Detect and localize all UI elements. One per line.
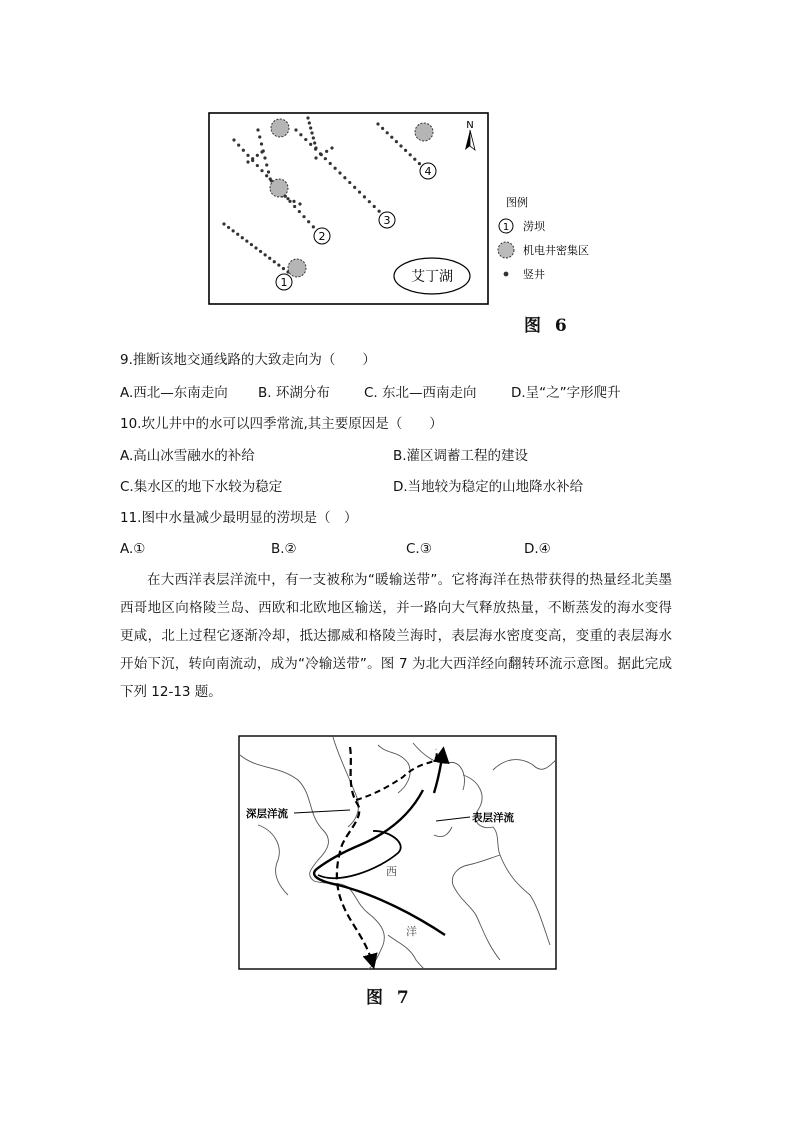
- well-dot: [298, 202, 301, 205]
- well-dot: [324, 157, 327, 160]
- q9-option-c[interactable]: C. 东北—西南走向: [364, 385, 477, 401]
- well-dot: [320, 153, 323, 156]
- ocean-name-char-2: 洋: [406, 925, 417, 938]
- legend-dam-label: 涝坝: [523, 220, 545, 233]
- well-dot: [358, 191, 361, 194]
- well-dot: [268, 257, 271, 260]
- well-dot: [237, 144, 240, 147]
- q9-option-d[interactable]: D.呈“之”字形爬升: [511, 385, 621, 401]
- q10-option-c[interactable]: C.集水区的地下水较为稳定: [120, 479, 283, 495]
- well-dot: [404, 149, 407, 152]
- q10-stem: 10.坎儿井中的水可以四季常流,其主要原因是（ ）: [120, 416, 443, 432]
- well-dot: [262, 149, 265, 152]
- q11-option-a[interactable]: A.①: [120, 541, 146, 557]
- well-dot: [386, 131, 389, 134]
- well-dot: [263, 156, 266, 159]
- well-dot: [395, 140, 398, 143]
- well-dot: [265, 163, 268, 166]
- well-dot: [348, 181, 351, 184]
- well-dot: [307, 220, 310, 223]
- well-cluster-icon: [288, 259, 306, 277]
- well-dot: [330, 146, 333, 149]
- q10-option-b[interactable]: B.灌区调蓄工程的建设: [393, 448, 529, 464]
- well-dot: [288, 200, 291, 203]
- well-dot: [413, 158, 416, 161]
- well-dot: [222, 222, 225, 225]
- q9-option-a[interactable]: A.西北—东南走向: [120, 385, 228, 401]
- well-dot: [325, 150, 328, 153]
- well-dot: [282, 267, 285, 270]
- deep-current-label: 深层洋流: [246, 808, 288, 820]
- well-dot: [329, 162, 332, 165]
- q11-option-b[interactable]: B.②: [271, 541, 297, 557]
- well-dot: [259, 250, 262, 253]
- well-dot: [264, 253, 267, 256]
- well-dot: [399, 144, 402, 147]
- well-dot: [265, 174, 268, 177]
- dam-number-3: 3: [383, 214, 391, 227]
- legend-shaft-label: 竖井: [523, 268, 545, 281]
- well-dot: [250, 243, 253, 246]
- well-dot: [309, 126, 312, 129]
- figure-6-caption: 图 6: [524, 316, 571, 336]
- well-dot: [353, 186, 356, 189]
- well-dot: [334, 167, 337, 170]
- well-dot: [376, 122, 379, 125]
- well-dot: [256, 164, 259, 167]
- legend-title: 图例: [506, 196, 528, 209]
- well-dot: [293, 205, 296, 208]
- well-dot: [314, 148, 317, 151]
- well-dot: [286, 197, 289, 200]
- well-dot: [409, 153, 412, 156]
- well-dot: [273, 260, 276, 263]
- well-dot: [368, 200, 371, 203]
- well-dot: [246, 154, 249, 157]
- q11-stem: 11.图中水量减少最明显的涝坝是（ ）: [120, 510, 358, 526]
- well-dot: [260, 169, 263, 172]
- q11-option-c[interactable]: C.③: [406, 541, 432, 557]
- well-dot: [258, 135, 261, 138]
- lake-label: 艾丁湖: [411, 269, 453, 285]
- well-dot: [338, 171, 341, 174]
- well-dot: [251, 157, 254, 160]
- well-dot: [242, 149, 245, 152]
- well-dot: [306, 116, 309, 119]
- well-dot: [309, 143, 312, 146]
- shaft-legend-icon: [504, 272, 509, 277]
- well-dot: [298, 210, 301, 213]
- well-dot: [363, 195, 366, 198]
- well-dot: [232, 229, 235, 232]
- well-dot: [256, 128, 259, 131]
- dam-number-2: 2: [318, 230, 326, 243]
- well-dot: [310, 131, 313, 134]
- legend-cluster-label: 机电井密集区: [523, 244, 589, 257]
- north-label: N: [466, 120, 474, 131]
- figure-7-caption: 图 7: [366, 988, 413, 1008]
- well-dot: [314, 156, 317, 159]
- q10-option-a[interactable]: A.高山冰雪融水的补给: [120, 448, 255, 464]
- well-dot: [381, 127, 384, 130]
- well-cluster-icon: [415, 123, 433, 141]
- well-dot: [245, 240, 248, 243]
- well-dot: [343, 176, 346, 179]
- well-dot: [236, 233, 239, 236]
- well-dot: [254, 246, 257, 249]
- dam-number-4: 4: [424, 165, 432, 178]
- well-cluster-icon: [271, 119, 289, 137]
- cluster-legend-icon: [498, 242, 514, 258]
- well-dot: [302, 215, 305, 218]
- well-dot: [378, 210, 381, 213]
- reading-passage: 在大西洋表层洋流中，有一支被称为“暖输送带”。它将海洋在热带获得的热量经北美墨西哥地区向格陵兰岛、西欧和北欧地区输送，并一路向大气释放热量，不断蒸发的海水变得更咸，北上过程它逐渐冷却，抵达挪威和格陵兰海时，表层海水密度变高，变重的表层海水开始下沉，转向南流动，成为“冷输送带”。图 7 为北大西洋经向翻转环流示意图。据此完成下列 12-13 题。: [120, 572, 672, 700]
- well-cluster-icon: [270, 179, 288, 197]
- well-dot: [227, 226, 230, 229]
- figure-6-map: [200, 108, 600, 308]
- surface-current-label: 表层洋流: [472, 812, 514, 824]
- q10-option-d[interactable]: D.当地较为稳定的山地降水补给: [393, 479, 584, 495]
- well-dot: [312, 136, 315, 139]
- well-dot: [312, 225, 315, 228]
- well-dot: [246, 160, 249, 163]
- well-dot: [241, 236, 244, 239]
- well-dot: [292, 200, 295, 203]
- well-dot: [304, 138, 307, 141]
- dam-number-1: 1: [280, 276, 288, 289]
- well-dot: [269, 177, 272, 180]
- q9-stem: 9.推断该地交通线路的大致走向为（ ）: [120, 352, 376, 368]
- well-dot: [390, 136, 393, 139]
- well-dot: [294, 128, 297, 131]
- well-dot: [277, 264, 280, 267]
- well-dot: [232, 138, 235, 141]
- well-dot: [418, 162, 421, 165]
- well-dot: [313, 141, 316, 144]
- q9-option-b[interactable]: B. 环湖分布: [258, 385, 330, 401]
- well-dot: [256, 154, 259, 157]
- q11-option-d[interactable]: D.④: [524, 541, 551, 557]
- well-dot: [373, 205, 376, 208]
- ocean-name-char-1: 西: [386, 865, 397, 878]
- well-dot: [267, 170, 270, 173]
- dam-legend-icon: [499, 219, 513, 233]
- svg-text:1: 1: [502, 222, 510, 233]
- well-dot: [308, 121, 311, 124]
- figure-7-map: [238, 735, 558, 971]
- well-dot: [260, 142, 263, 145]
- well-dot: [299, 133, 302, 136]
